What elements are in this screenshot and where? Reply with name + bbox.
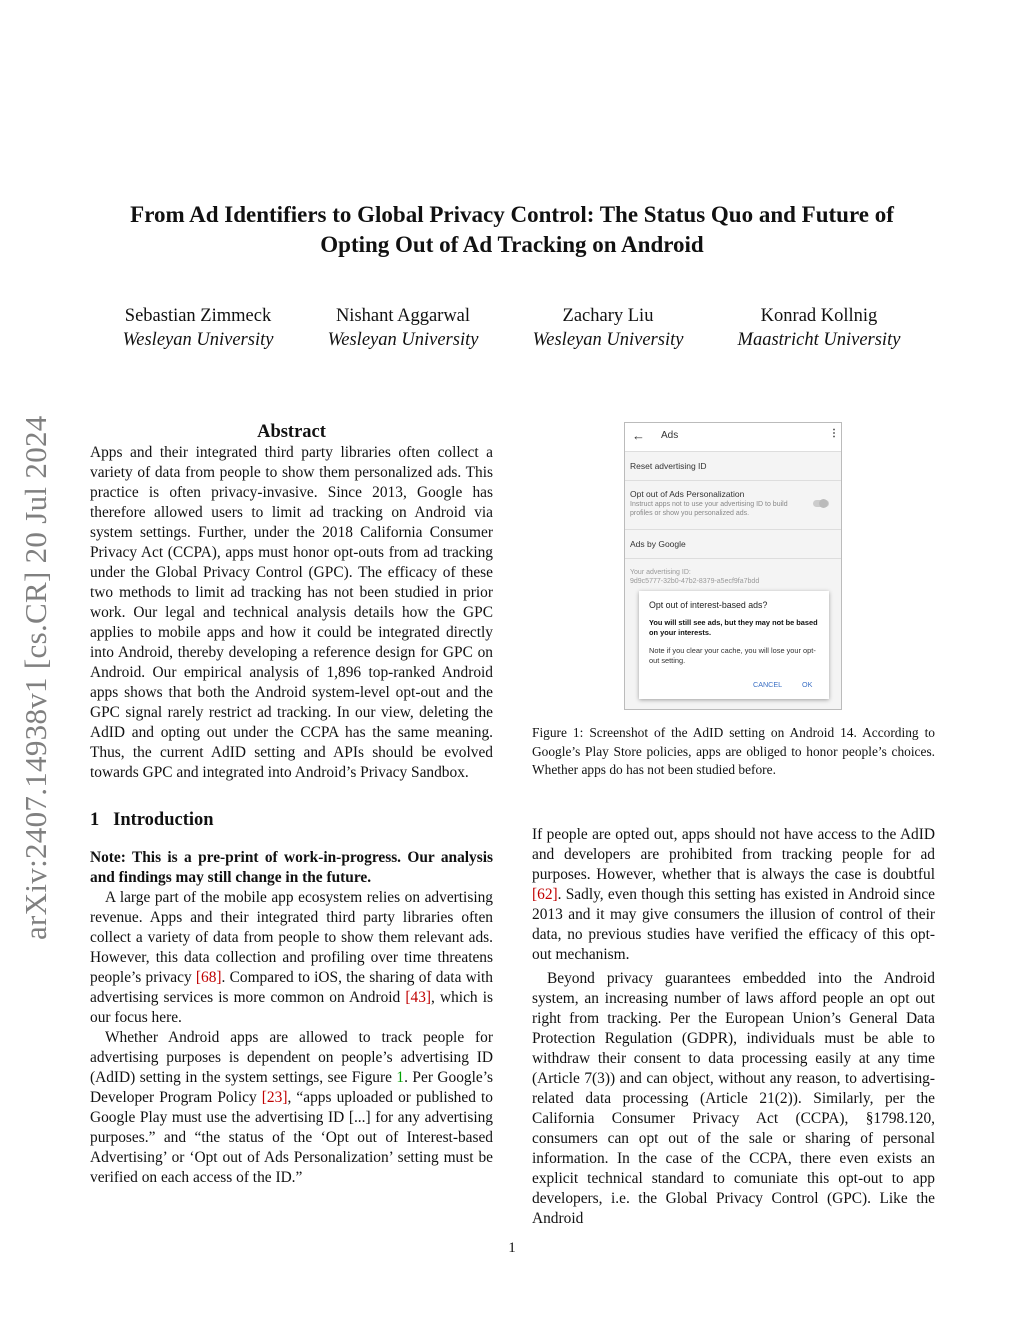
citation-link[interactable]: [43]	[405, 989, 432, 1006]
author	[88, 304, 308, 352]
author-affiliation: Maastricht University	[737, 330, 901, 350]
toggle-switch[interactable]	[813, 500, 829, 507]
paragraph: Whether Android apps are allowed to track people for advertising purposes is dependent on people’s advertising ID (AdID) setting in the system settings, see Figure 1. Per Google’s Developer Program Policy [23], “apps uploaded or published to Google Play must use the advertising ID [...] for any advertising purposes.” and “the status of the ‘Opt out of Interest-based Advertising’ or ‘Opt out of Ads Personalization’ setting must be verified on each access of the ID.”	[90, 1029, 494, 1186]
author	[709, 304, 929, 352]
citation-link[interactable]: [23]	[261, 1089, 288, 1106]
left-column	[90, 421, 493, 1188]
author	[498, 304, 718, 352]
paper-title	[60, 200, 964, 260]
author-name: Sebastian Zimmeck	[124, 306, 272, 326]
row-label: Reset advertising ID	[630, 461, 707, 471]
author-affiliation: Wesleyan University	[532, 330, 684, 350]
author-name: Zachary Liu	[562, 306, 654, 326]
reset-row[interactable]	[625, 452, 841, 481]
figure-link[interactable]: 1	[396, 1069, 405, 1086]
figure-caption: Figure 1: Screenshot of the AdID setting on Android 14. According to Google’s Play Store policies, apps are obliged to honor people’s choices. Whether apps do has not been studied before.	[532, 725, 935, 777]
author-name: Nishant Aggarwal	[335, 306, 471, 326]
abstract-text: Apps and their integrated third party libraries often collect a variety of data from people to show them personalized ads. This practice is often privacy-invasive. Since 2013, Google has therefore allowed users to limit ad tracking on Android via system settings. Further, under the 2018 California Consumer Privacy Act (CCPA), apps must honor opt-outs from ad tracking under the Global Privacy Control (GPC). The efficacy of these two methods to limit ad tracking has not been studied in prior work. Our legal and technical analysis details how the GPC applies to mobile apps and how it could be integrated directly into Android, thereby developing a reference design for GPC on Android. Our empirical analysis of 1,896 top-ranked Android apps shows that both the Android system-level opt-out and the GPC signal rarely restrict ad tracking. In our view, deleting the AdID and opting out under the CCPA has the same meaning. Thus, the current AdID setting and APIs should be evolved towards GPC and integrated into Android’s Privacy Sandbox.	[90, 444, 493, 781]
paragraph: If people are opted out, apps should not have access to the AdID and developers are prohibited from tracking people for ad purposes. However, whether that is always the case is doubtful [62]. Sadly, even though this setting has existed in Android since 2013 and it may give consumers the illusion of control of their data, no previous studies have verified the efficacy of this opt-out mechanism.	[532, 826, 935, 963]
title-line: Opting Out of Ad Tracking on Android	[320, 232, 704, 257]
page-number: 1	[508, 1240, 516, 1256]
figure-screenshot	[624, 422, 842, 710]
cancel-button[interactable]: CANCEL	[753, 680, 783, 689]
author	[293, 304, 513, 352]
screen-title: Ads	[661, 430, 679, 441]
dialog-message: You will still see ads, but they may not be based on your interests.	[649, 618, 818, 637]
section-heading	[90, 810, 493, 830]
row-label: Ads by Google	[630, 539, 686, 549]
adid-info	[630, 568, 759, 586]
dialog-title: Opt out of interest-based ads?	[649, 600, 768, 610]
adid-value: 9d9c5777-32b0-47b2-8379-a5ecf9fa7bdd	[630, 578, 760, 585]
optout-row[interactable]	[625, 481, 841, 530]
optout-dialog	[639, 591, 829, 699]
row-desc: Instruct apps not to use your advertising ID to build profiles or show you personalized ads.	[630, 501, 788, 517]
adid-label: Your advertising ID:	[630, 569, 691, 576]
paragraph: A large part of the mobile app ecosystem relies on advertising revenue. Apps and their integrated third party libraries often collect a variety of data from people to show them relevant ads. However, this data collection and profiling over time threatens people’s privacy [68]. Compared to iOS, the sharing of data with advertising services is more common on Android [43], which is our focus here.	[90, 889, 493, 1026]
author-affiliation: Wesleyan University	[327, 330, 479, 350]
ads-by-google-row[interactable]	[625, 530, 841, 559]
back-arrow-icon[interactable]: ←	[632, 428, 645, 443]
section-number: 1	[90, 810, 100, 830]
row-label: Opt out of Ads Personalization	[630, 489, 745, 499]
more-vert-icon[interactable]: ⋮	[829, 428, 839, 439]
title-line: From Ad Identifiers to Global Privacy Control: The Status Quo and Future of	[130, 202, 894, 227]
author-affiliation: Wesleyan University	[122, 330, 274, 350]
right-column	[532, 825, 935, 1229]
abstract-heading: Abstract	[257, 422, 326, 442]
citation-link[interactable]: [68]	[195, 969, 222, 986]
app-bar	[625, 423, 841, 452]
paragraph: Beyond privacy guarantees embedded into the Android system, an increasing number of laws afford people an opt out right from tracking. Per the European Union’s General Data Protection Regulation (GDPR), individuals must be able to withdraw their consent to data processing easily at any time (Article 7(3)) and can object, without any reason, to advertising-related data processing (Article 21(2)). Similarly, per the California Consumer Privacy Act (CCPA), §1798.120, consumers can opt out of the sale or sharing of personal information. In the case of the CCPA, there even exists an explicit technical standard to comuniate this opt-out to app developers, i.e. the Global Privacy Control (GPC). Like the Android	[532, 970, 935, 1227]
arxiv-identifier: arXiv:2407.14938v1 [cs.CR] 20 Jul 2024	[18, 415, 53, 940]
dialog-note: Note if you clear your cache, you will lose your opt-out setting.	[649, 646, 816, 665]
author-name: Konrad Kollnig	[760, 306, 878, 326]
citation-link[interactable]: [62]	[532, 886, 558, 903]
note: Note: This is a pre-print of work-in-progress. Our analysis and findings may still change in the future.	[90, 849, 493, 886]
section-title: Introduction	[113, 810, 214, 830]
ok-button[interactable]: OK	[802, 680, 813, 689]
